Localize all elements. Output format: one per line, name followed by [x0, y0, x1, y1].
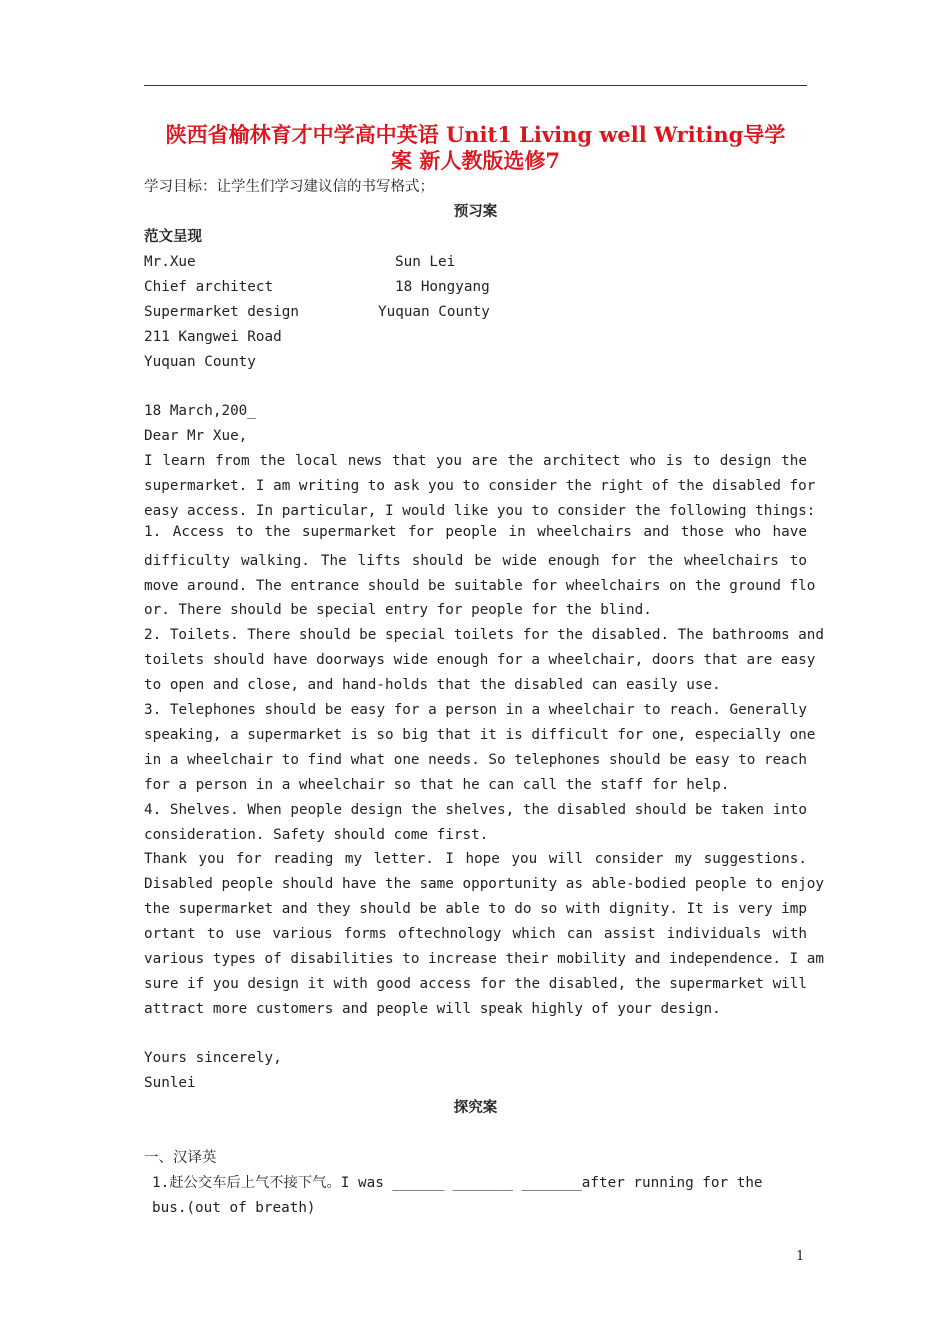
letter-body-line: for a person in a wheelchair so that he can call the staff for help.: [144, 777, 730, 793]
recipient-line: 211 Kangwei Road: [144, 329, 282, 345]
letter-body-line: the supermarket and they should be able to do so with dignity. It is very imp: [144, 901, 807, 917]
letter-body-line: in a wheelchair to find what one needs. So telephones should be easy to reach: [144, 752, 807, 768]
header-rule: [144, 85, 807, 86]
letter-body-line: move around. The entrance should be suitable for wheelchairs on the ground flo: [144, 578, 816, 594]
exercise-question-1-cont: bus.(out of breath): [152, 1200, 316, 1216]
recipient-line: Chief architect: [144, 279, 274, 295]
letter-body-line: consideration. Safety should come first.: [144, 827, 489, 843]
letter-body-line: Disabled people should have the same opportunity as able-bodied people to enjoy: [144, 876, 824, 892]
letter-body-line: 3. Telephones should be easy for a person in a wheelchair to reach. Generally: [144, 702, 807, 718]
recipient-line: Supermarket design: [144, 304, 299, 320]
letter-date: 18 March,200_: [144, 403, 256, 419]
exercise-heading: 一、汉译英: [144, 1150, 217, 1166]
letter-greeting: Dear Mr Xue,: [144, 428, 248, 444]
letter-body-line: difficulty walking. The lifts should be wide enough for the wheelchairs to: [144, 553, 807, 569]
title-line-1: 陕西省榆林育才中学高中英语 Unit1 Living well Writing导学: [165, 122, 786, 147]
letter-body-line: sure if you design it with good access for the disabled, the supermarket will: [144, 976, 807, 992]
letter-body-line: toilets should have doorways wide enough for a wheelchair, doors that are easy: [144, 652, 816, 668]
learning-objective: 学习目标：让学生们学习建议信的书写格式；: [144, 179, 434, 195]
letter-body-line: attract more customers and people will speak highly of your design.: [144, 1001, 721, 1017]
letter-body-line: or. There should be special entry for people for the blind.: [144, 602, 652, 618]
letter-body-line: I learn from the local news that you are the architect who is to design the: [144, 453, 807, 469]
title-line-2: 案 新人教版选修7: [391, 148, 560, 173]
letter-body-line: Thank you for reading my letter. I hope you will consider my suggestions.: [144, 851, 807, 867]
sender-line: Sun Lei: [395, 254, 456, 270]
letter-body-line: speaking, a supermarket is so big that it is difficult for one, especially one: [144, 727, 816, 743]
recipient-line: Yuquan County: [144, 354, 256, 370]
document-title: [144, 122, 807, 174]
letter-body-line: to open and close, and hand-holds that the disabled can easily use.: [144, 677, 721, 693]
exercise-question-1: 1.赶公交车后上气不接下气。I was ______ _______ _______after running for the: [152, 1175, 763, 1191]
section-preview-heading: 预习案: [453, 204, 498, 220]
letter-body-line: ortant to use various forms oftechnology which can assist individuals with: [144, 926, 807, 942]
letter-body-line: 2. Toilets. There should be special toilets for the disabled. The bathrooms and: [144, 627, 824, 643]
letter-body-line: supermarket. I am writing to ask you to consider the right of the disabled for: [144, 478, 816, 494]
letter-body-line: 4. Shelves. When people design the shelves, the disabled should be taken into: [144, 802, 807, 818]
section-explore-heading: 探究案: [453, 1100, 498, 1116]
letter-body-line: easy access. In particular, I would like you to consider the following things:: [144, 503, 816, 519]
model-essay-heading: 范文呈现: [144, 229, 202, 245]
letter-closing: Yours sincerely,: [144, 1050, 282, 1066]
recipient-line: Mr.Xue: [144, 254, 196, 270]
letter-body-line: various types of disabilities to increase their mobility and independence. I am: [144, 951, 824, 967]
page-number: 1: [796, 1249, 805, 1264]
letter-body-line: 1. Access to the supermarket for people in wheelchairs and those who have: [144, 524, 807, 540]
letter-signature: Sunlei: [144, 1075, 196, 1091]
sender-line: Yuquan County: [378, 304, 490, 320]
sender-line: 18 Hongyang: [395, 279, 490, 295]
